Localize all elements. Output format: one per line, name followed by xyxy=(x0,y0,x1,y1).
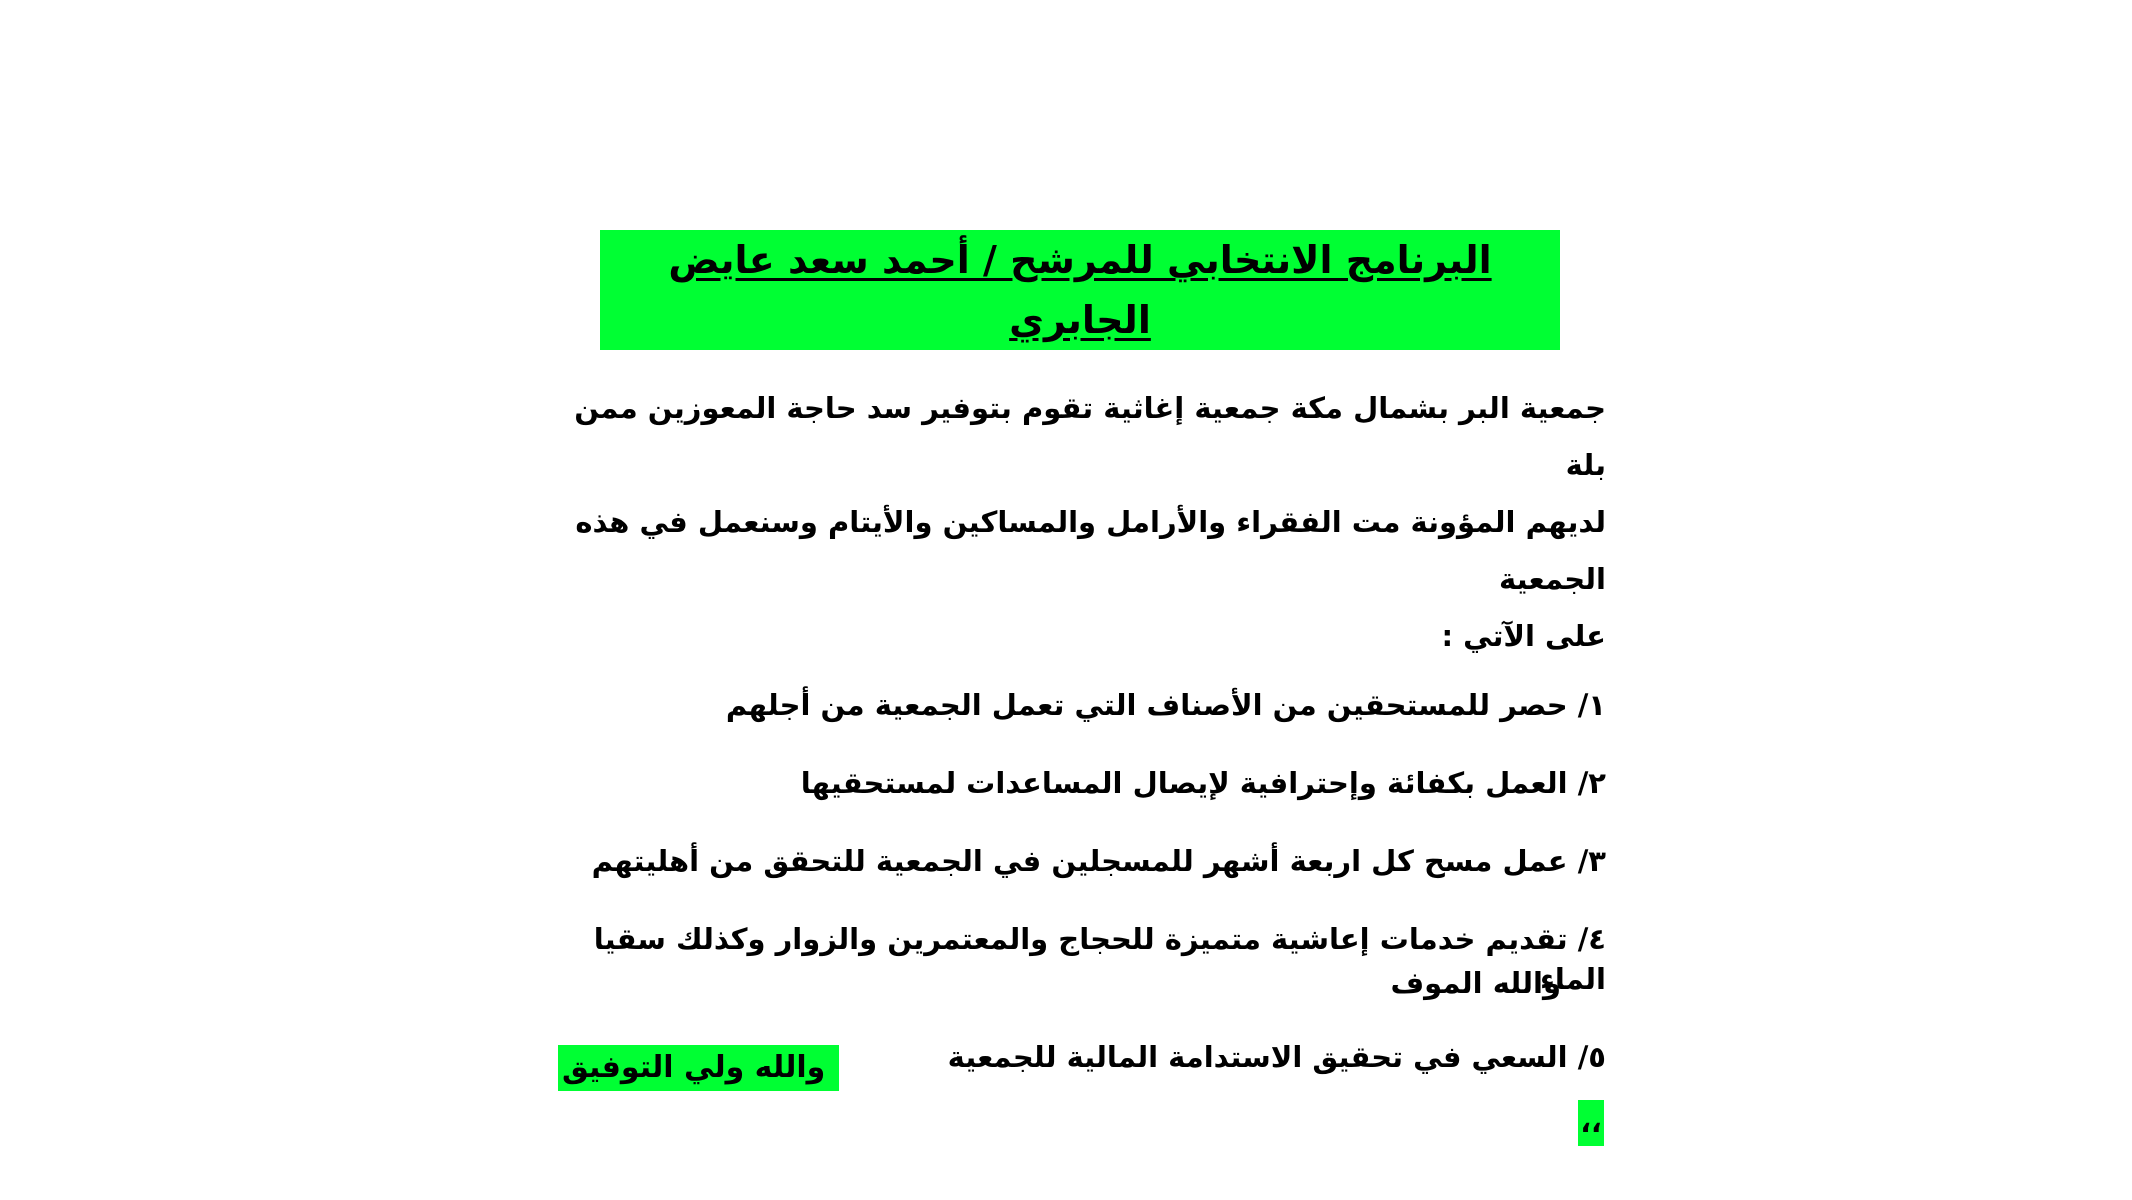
title-container xyxy=(600,230,1560,350)
closing-phrase: والله ولي التوفيق xyxy=(558,1045,839,1091)
program-item-5: ٥/ السعي في تحقيق الاستدامة المالية للجمعية xyxy=(947,1040,1606,1074)
program-item-1: ١/ حصر للمستحقين من الأصناف التي تعمل الجمعية من أجلهم xyxy=(725,688,1606,722)
program-item-3: ٣/ عمل مسح كل اربعة أشهر للمسجلين في الجمعية للتحقق من أهليتهم xyxy=(591,844,1606,878)
closing-fragment: والله الموف xyxy=(1390,966,1561,1000)
document-title: البرنامج الانتخابي للمرشح / أحمد سعد عايض الجابري xyxy=(600,230,1560,350)
intro-line-1: جمعية البر بشمال مكة جمعية إغاثية تقوم بتوفير سد حاجة المعوزين ممن بلة xyxy=(574,391,1606,482)
program-item-4: ٤/ تقديم خدمات إعاشية متميزة للحجاج والمعتمرين والزوار وكذلك سقيا الماء xyxy=(593,922,1606,996)
program-item-2: ٢/ العمل بكفائة وإحترافية لإيصال المساعدات لمستحقيها xyxy=(800,766,1606,800)
document-body xyxy=(566,380,1606,1115)
program-items-list xyxy=(566,685,1606,1077)
intro-line-2: لديهم المؤونة مت الفقراء والأرامل والمساكين والأيتام وسنعمل في هذه الجمعية xyxy=(575,505,1606,596)
intro-paragraph xyxy=(566,380,1606,665)
intro-line-3: على الآتي : xyxy=(1441,619,1606,653)
trailing-mark: ،، xyxy=(1578,1100,1604,1146)
